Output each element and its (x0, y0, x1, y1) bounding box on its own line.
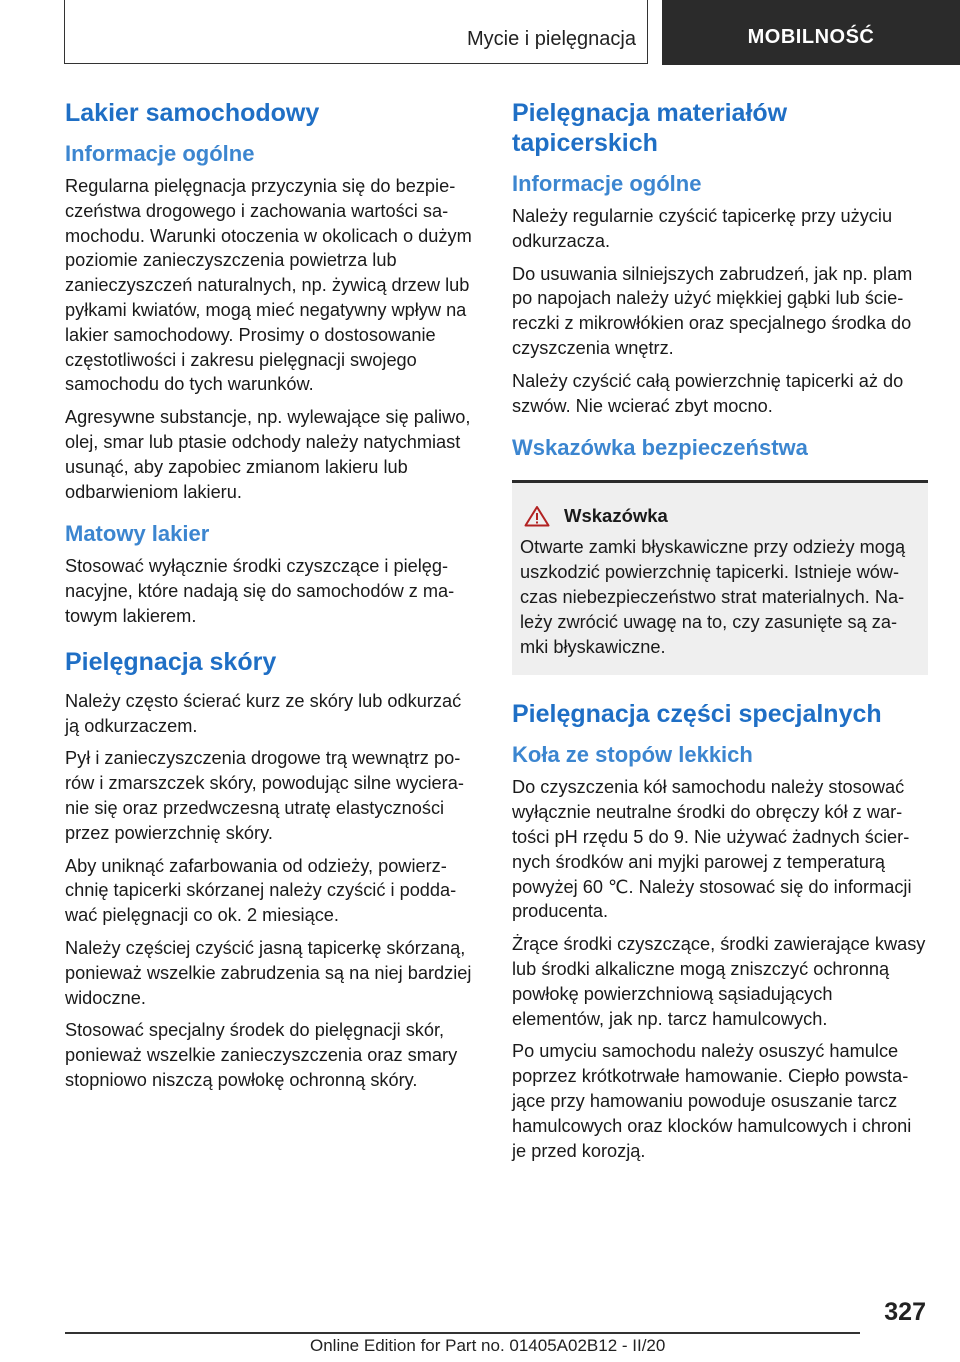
heading-matte-paint: Matowy lakier (65, 521, 210, 547)
paragraph: Należy czyścić całą powierzchnię tapicerki aż do szwów. Nie wcierać zbyt mocno. (512, 370, 904, 416)
page-number: 327 (884, 1298, 926, 1326)
heading-alloy-wheels: Koła ze stopów lekkich (512, 742, 753, 768)
paragraph: Do czyszczenia kół samochodu należy stosować wyłącznie neutralne środki do obręczy kół z wartości pH rzędu 5 do 9. Nie używać żadnych ściernych środków ani myjki parowej z temperaturą powyżej 60 ℃. Należy stosować się do informacji producenta. (512, 777, 912, 922)
heading-leather-care: Pielęgnacja skóry (65, 647, 277, 676)
header-section-title: Mycie i pielęgnacja (467, 28, 636, 50)
paragraph: Żrące środki czyszczące, środki zawierające kwasy lub środki alkaliczne mogą zniszczyć ochronną powłokę powierzchniową sąsiadujących elementów, jak np. tarcz hamulcowych. (512, 934, 926, 1029)
paragraph: Stosować wyłącznie środki czyszczące i pielęgnacyjne, które nadają się do samochodów z matowym lakierem. (65, 556, 455, 626)
footer-edition: Online Edition for Part no. 01405A02B12 - II/20 (310, 1336, 666, 1355)
paragraph: Do usuwania silniejszych zabrudzeń, jak np. plam po napojach należy użyć miękkiej gąbki lub ściereczki z mikrowłókien oraz specjalnego środka do czyszczenia wnętrz. (512, 263, 913, 358)
paragraph: Należy często ścierać kurz ze skóry lub odkurzać ją odkurzaczem. (65, 690, 462, 736)
paragraph: Regularna pielęgnacja przyczynia się do bezpieczeństwa drogowego i zachowania wartości samochodu. Warunki otoczenia w okolicach o dużym poziomie zanieczyszczenia powietrza lub zanieczyszczeń naturalnych, np. żywicą drzew lub pyłkami kwiatów, mogą mieć negatywny wpływ na lakier samochodowy. Prosimy o dostosowanie częstotliwości i zakresu pielęgnacji swojego samochodu do tych warunków. (65, 176, 472, 395)
warning-title-row (520, 505, 918, 527)
heading-paint-general: Informacje ogólne (65, 141, 255, 166)
paragraph: Stosować specjalny środek do pielęgnacji skór, ponieważ wszelkie zanieczyszczenia oraz smary stopniowo niszczą powłokę ochronną skóry. (65, 1020, 458, 1090)
paragraph: Aby uniknąć zafarbowania od odzieży, powierzchnię tapicerki skórzanej należy czyścić i poddawać pielęgnacji co ok. 2 miesiące. (65, 855, 457, 926)
right-column (512, 98, 928, 1171)
header-chapter-tab: MOBILNOŚĆ (662, 0, 960, 65)
footer-divider (65, 1332, 860, 1334)
left-column (65, 98, 477, 1101)
paragraph: Po umyciu samochodu należy osuszyć hamulce poprzez krótkotrwałe hamowanie. Ciepło powstające przy hamowaniu powoduje osuszanie tarcz hamulcowych oraz klocków hamulcowych i chroni je przed korozją. (512, 1041, 912, 1161)
paragraph: Należy częściej czyścić jasną tapicerkę skórzaną, ponieważ wszelkie zabrudzenia są na niej bardziej widoczne. (65, 937, 472, 1008)
paragraph: Pył i zanieczyszczenia drogowe trą wewnątrz porów i zmarszczek skóry, powodując silne wycieranie się oraz przedwczesną utratę elastyczności przez powierzchnię skóry. (65, 748, 464, 843)
heading-paint: Lakier samochodowy (65, 99, 320, 127)
heading-safety-note: Wskazówka bezpieczeństwa (512, 435, 808, 461)
paragraph: Należy regularnie czyścić tapicerkę przy użyciu odkurzacza. (512, 206, 893, 251)
warning-box (512, 480, 928, 675)
heading-upholstery-general: Informacje ogólne (512, 171, 702, 196)
heading-upholstery-care: Pielęgnacja materiałów tapicerskich (512, 99, 788, 157)
page-header (0, 0, 960, 66)
paragraph: Agresywne substancje, np. wylewające się paliwo, olej, smar lub ptasie odchody należy natychmiast usunąć, aby zapobiec zmianom lakieru lub odbarwieniom lakieru. (65, 407, 471, 502)
warning-text: Otwarte zamki błyskawiczne przy odzieży mogą uszkodzić powierzchnię tapicerki. Istnieje wówczas niebezpieczeństwo strat materialnych. Należy zwrócić uwagę na to, czy zasunięte są zamki błyskawiczne. (520, 537, 906, 657)
warning-title: Wskazówka (564, 505, 668, 527)
heading-special-parts: Pielęgnacja części specjalnych (512, 700, 882, 729)
warning-triangle-icon (524, 505, 550, 527)
